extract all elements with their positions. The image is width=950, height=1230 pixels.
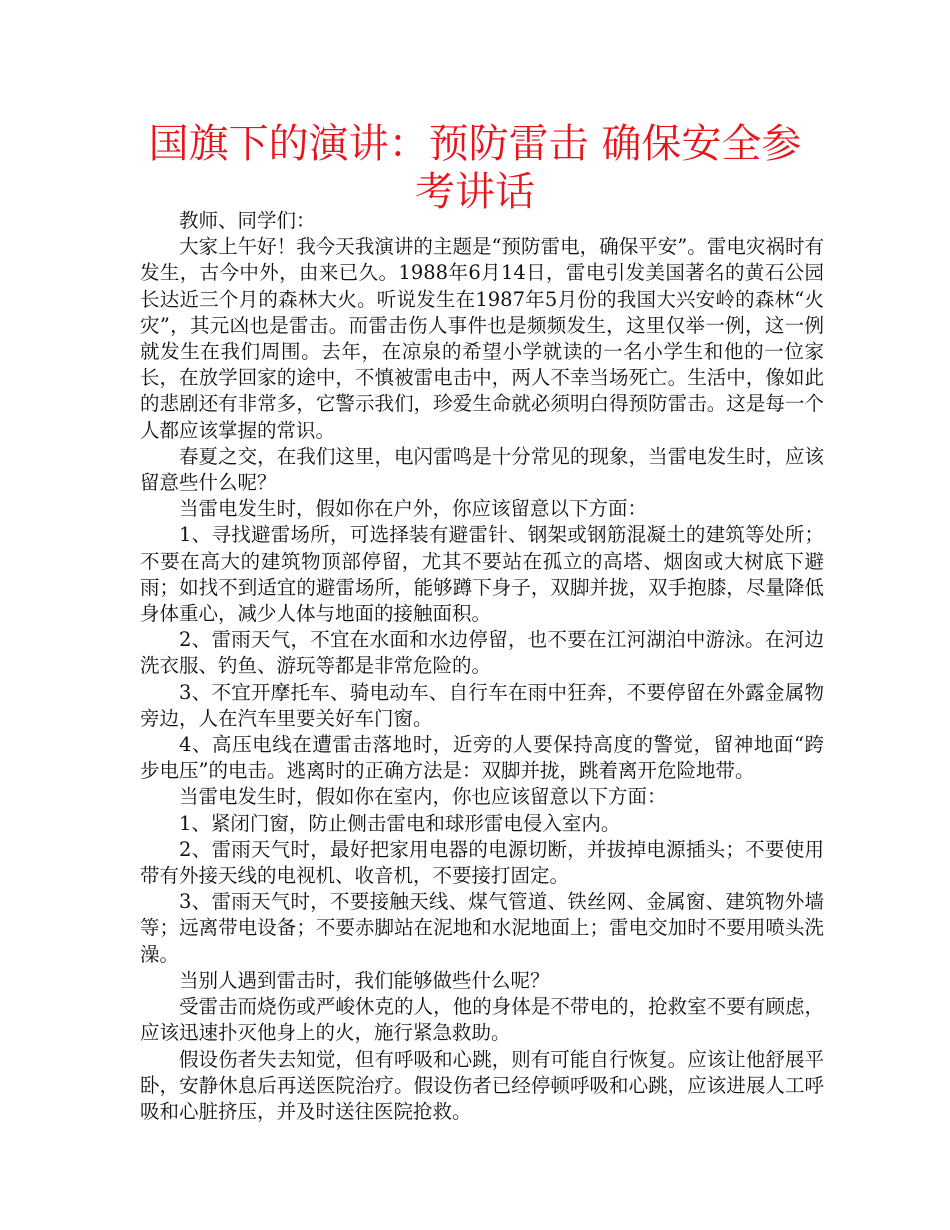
salutation-paragraph: 教师、同学们：: [179, 209, 316, 232]
outdoor-item-3: 3、不宜开摩托车、骑电动车、自行车在雨中狂奔，不要停留在外露金属物旁边，人在汽车里要关好车门窗。: [140, 680, 824, 730]
outdoor-item-1: 1、寻找避雷场所，可选择装有避雷针、钢架或钢筋混凝土的建筑等处所；不要在高大的建筑物顶部停留，尤其不要站在孤立的高塔、烟囱或大树底下避雨；如找不到适宜的避雷场所，能够蹲下身子，双脚并拢，双手抱膝，尽量降低身体重心，减少人体与地面的接触面积。: [140, 523, 824, 626]
indoor-item-1: 1、紧闭门窗，防止侧击雷电和球形雷电侵入室内。: [179, 811, 621, 835]
outdoor-item-4: 4、高压电线在遭雷击落地时，近旁的人要保持高度的警觉，留神地面“跨步电压”的电击。逃离时的正确方法是：双脚并拢，跳着离开危险地带。: [140, 733, 824, 783]
document-body: [140, 208, 824, 1125]
document-title: 国旗下的演讲：预防雷击 确保安全参考讲话: [148, 121, 802, 215]
indoor-item-2: 2、雷雨天气时，最好把家用电器的电源切断，并拔掉电源插头；不要使用带有外接天线的电视机、收音机，不要接打固定。: [140, 837, 824, 888]
outdoor-heading-paragraph: 当雷电发生时，假如你在户外，你应该留意以下方面：: [179, 497, 648, 521]
rescue-paragraph-2: 假设伤者失去知觉，但有呼吸和心跳，则有可能自行恢复。应该让他舒展平卧，安静休息后再送医院治疗。假设伤者已经停顿呼吸和心跳，应该进展人工呼吸和心脏挤压，并及时送往医院抢救。: [140, 1047, 824, 1123]
outdoor-item-2: 2、雷雨天气，不宜在水面和水边停留，也不要在江河湖泊中游泳。在河边洗衣服、钓鱼、游玩等都是非常危险的。: [140, 628, 824, 678]
indoor-item-3: 3、雷雨天气时，不要接触天线、煤气管道、铁丝网、金属窗、建筑物外墙等；远离带电设备；不要赤脚站在泥地和水泥地面上；雷电交加时不要用喷头洗澡。: [140, 890, 824, 966]
indoor-heading-paragraph: 当雷电发生时，假如你在室内，你也应该留意以下方面：: [179, 785, 667, 809]
rescue-question-paragraph: 当别人遇到雷击时，我们能够做些什么呢？: [179, 968, 550, 992]
intro-paragraph: 大家上午好！我今天我演讲的主题是“预防雷电，确保平安”。雷电灾祸时有发生，古今中外，由来已久。1988年6月14日，雷电引发美国著名的黄石公园长达近三个月的森林大火。听说发生在1987年5月份的我国大兴安岭的森林“火灾”，其元凶也是雷击。而雷击伤人事件也是频频发生，这里仅举一例，这一例就发生在我们周围。去年，在凉泉的希望小学就读的一名小学生和他的一位家长，在放学回家的途中，不慎被雷电击中，两人不幸当场死亡。生活中，像如此的悲剧还有非常多，它警示我们，珍爱生命就必须明白得预防雷击。这是每一个人都应该掌握的常识。: [140, 235, 824, 442]
question-paragraph: 春夏之交，在我们这里，电闪雷鸣是十分常见的现象，当雷电发生时，应该留意些什么呢？: [140, 444, 824, 495]
rescue-paragraph-1: 受雷击而烧伤或严峻休克的人，他的身体是不带电的，抢救室不要有顾虑，应该迅速扑灭他身上的火，施行紧急救助。: [140, 995, 824, 1045]
